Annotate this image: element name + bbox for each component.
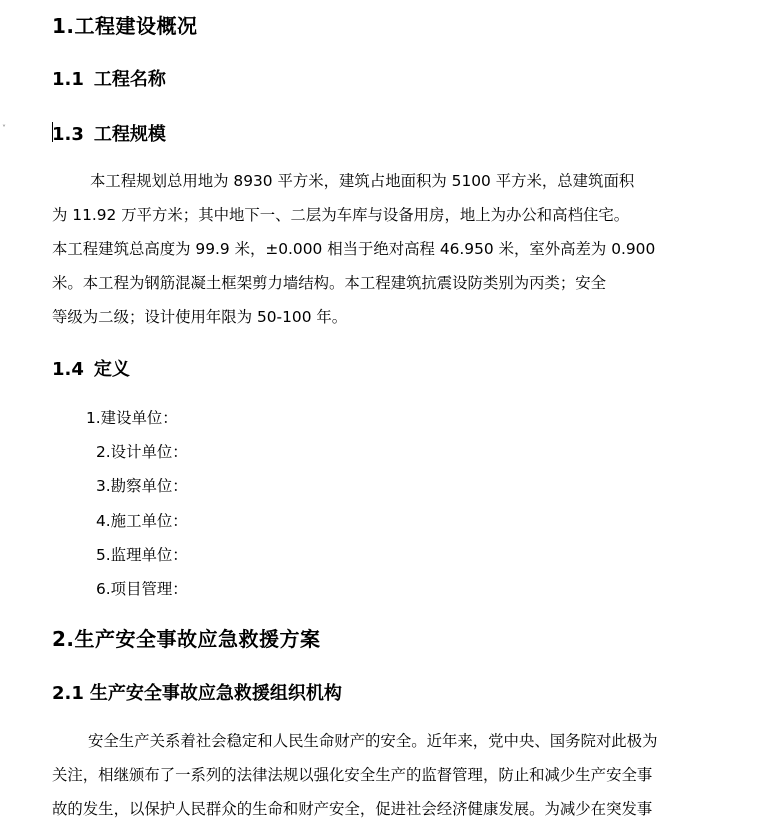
paragraph-marker-icon: ˅ xyxy=(2,124,6,133)
definition-item-contractor: 4.施工单位： xyxy=(96,512,188,530)
paragraph-line: 为 11.92 万平方米；其中地下一、二层为车库与设备用房，地上为办公和高档住宅。 xyxy=(52,206,630,224)
section-1-3-paragraph xyxy=(52,164,742,334)
paragraph-line: 等级为二级；设计使用年限为 50-100 年。 xyxy=(52,308,348,326)
section-1-4-title: 定义 xyxy=(93,359,130,380)
paragraph-line: 关注，相继颁布了一系列的法律法规以强化安全生产的监督管理，防止和减少生产安全事 xyxy=(52,766,653,784)
definition-item-survey: 3.勘察单位： xyxy=(96,477,188,495)
section-1-1-title: 工程名称 xyxy=(93,69,166,90)
section-1-3-heading xyxy=(52,120,166,146)
section-2-1-heading xyxy=(52,679,342,705)
section-1-4-number: 1.4 xyxy=(52,359,84,380)
section-1-1-heading xyxy=(52,65,166,91)
paragraph-line: 本工程建筑总高度为 99.9 米，±0.000 相当于绝对高程 46.950 米，室外高差为 0.900 xyxy=(52,240,656,258)
paragraph-line: 本工程规划总用地为 8930 平方米，建筑占地面积为 5100 平方米，总建筑面积 xyxy=(90,172,635,190)
section-2-1-number: 2.1 xyxy=(52,683,84,704)
definition-item-design: 2.设计单位： xyxy=(96,443,188,461)
definition-item-project-management: 6.项目管理： xyxy=(96,580,188,598)
section-1-1-number: 1.1 xyxy=(52,69,84,90)
definition-item-supervision: 5.监理单位： xyxy=(96,546,188,564)
paragraph-line: 米。本工程为钢筋混凝土框架剪力墙结构。本工程建筑抗震设防类别为丙类；安全 xyxy=(52,274,607,292)
section-2-1-paragraph xyxy=(52,724,742,826)
section-1-heading: 1.工程建设概况 xyxy=(52,14,198,38)
section-1-3-number: 1.3 xyxy=(52,124,84,145)
paragraph-line: 安全生产关系着社会稳定和人民生命财产的安全。近年来，党中央、国务院对此极为 xyxy=(88,732,658,750)
section-1-4-heading xyxy=(52,355,130,381)
definition-item-construction: 1.建设单位： xyxy=(86,409,178,427)
section-2-heading: 2.生产安全事故应急救援方案 xyxy=(52,627,321,651)
paragraph-line: 故的发生，以保护人民群众的生命和财产安全，促进社会经济健康发展。为减少在突发事 xyxy=(52,800,653,818)
section-1-3-title: 工程规模 xyxy=(93,124,166,145)
section-2-1-title: 生产安全事故应急救援组织机构 xyxy=(89,683,342,704)
